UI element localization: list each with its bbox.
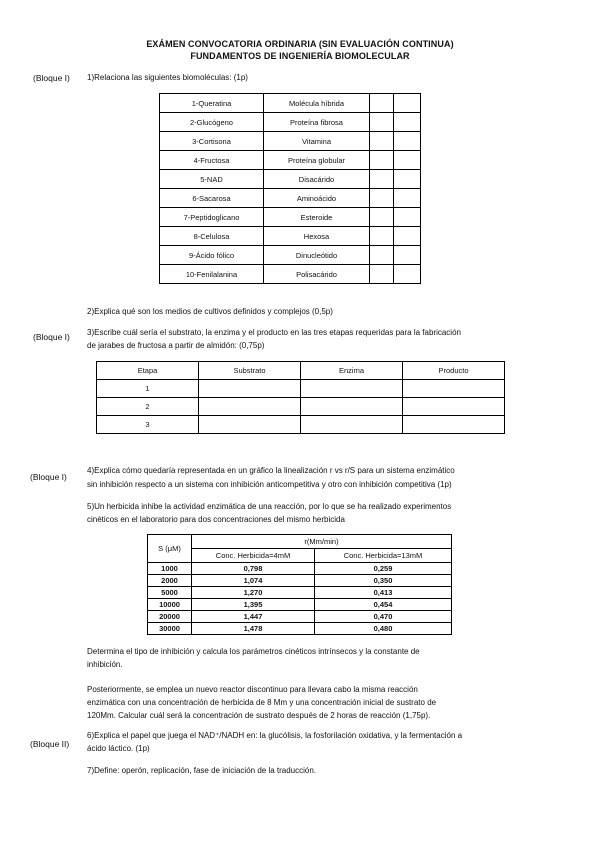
category-cell: Disacárido [264, 170, 370, 189]
category-cell: Esteroide [264, 208, 370, 227]
answer-cell [370, 151, 394, 170]
question-5-line1: 5)Un herbicida inhibe la actividad enzimática de una reacción, por lo que se ha realizado experimentos [87, 502, 452, 511]
block-label: (Bloque I) [33, 332, 70, 342]
answer-cell [394, 265, 421, 284]
category-cell: Hexosa [264, 227, 370, 246]
answer-cell [403, 380, 505, 398]
table-row [160, 113, 421, 132]
answer-cell [370, 227, 394, 246]
answer-cell [370, 246, 394, 265]
table-row [148, 575, 452, 587]
block-label: (Bloque I) [33, 73, 70, 83]
table-row [160, 151, 421, 170]
question-6-line2: ácido láctico. (1p) [87, 744, 150, 753]
table-row [160, 208, 421, 227]
biomolecule-cell: 8-Celulosa [160, 227, 264, 246]
answer-cell [370, 113, 394, 132]
rate-4mm-cell: 1,074 [192, 575, 315, 587]
biomolecule-table [159, 93, 421, 284]
stage-cell: 3 [97, 416, 199, 434]
rate-13mm-cell: 0,350 [315, 575, 452, 587]
substrate-cell: 2000 [148, 575, 192, 587]
table-row [97, 380, 505, 398]
rate-4mm-cell: 1,478 [192, 623, 315, 635]
answer-cell [199, 398, 301, 416]
biomolecule-cell: 10-Fenilalanina [160, 265, 264, 284]
col-etapa: Etapa [97, 362, 199, 380]
col-herbicide-4mm: Conc. Herbicida=4mM [192, 549, 315, 563]
substrate-cell: 5000 [148, 587, 192, 599]
question-5-det1: Determina el tipo de inhibición y calcula los parámetros cinéticos intrínsecos y la constante de [87, 647, 420, 656]
table-row [160, 94, 421, 113]
category-cell: Dinucleótido [264, 246, 370, 265]
substrate-cell: 1000 [148, 563, 192, 575]
col-substrato: Substrato [199, 362, 301, 380]
substrate-cell: 10000 [148, 599, 192, 611]
answer-cell [394, 189, 421, 208]
biomolecule-cell: 3-Cortisona [160, 132, 264, 151]
answer-cell [370, 265, 394, 284]
answer-cell [370, 189, 394, 208]
biomolecule-cell: 4-Fructosa [160, 151, 264, 170]
block-label: (Bloque II) [30, 739, 70, 749]
biomolecule-cell: 9-Ácido fólico [160, 246, 264, 265]
biomolecule-cell: 2-Glucógeno [160, 113, 264, 132]
rate-13mm-cell: 0,454 [315, 599, 452, 611]
answer-cell [199, 416, 301, 434]
question-5-post1: Posteriormente, se emplea un nuevo reactor discontinuo para llevara cabo la misma reacción [87, 685, 418, 694]
table-row [97, 416, 505, 434]
col-producto: Producto [403, 362, 505, 380]
answer-cell [394, 94, 421, 113]
rate-4mm-cell: 1,395 [192, 599, 315, 611]
answer-cell [199, 380, 301, 398]
question-5-post3: 120Mm. Calcular cuál será la concentración de sustrato después de 2 horas de reacción (1,75p). [87, 711, 431, 720]
table-row [97, 398, 505, 416]
fructose-syrup-table [96, 361, 505, 434]
kinetics-table [147, 534, 452, 635]
category-cell: Proteína globular [264, 151, 370, 170]
table-row [148, 563, 452, 575]
question-3-line1: 3)Escribe cuál sería el substrato, la enzima y el producto en las tres etapas requeridas para la fabricación [87, 328, 461, 337]
col-s: S (μM) [148, 535, 192, 563]
substrate-cell: 30000 [148, 623, 192, 635]
answer-cell [394, 132, 421, 151]
question-5-det2: inhibición. [87, 660, 123, 669]
question-4-line1: 4)Explica cómo quedaría representada en un gráfico la linealización r vs r/S para un sistema enzimático [87, 466, 455, 475]
col-enzima: Enzima [301, 362, 403, 380]
table-row [148, 587, 452, 599]
table-row [160, 265, 421, 284]
answer-cell [403, 416, 505, 434]
category-cell: Proteína fibrosa [264, 113, 370, 132]
question-5-post2: enzimática con una concentración de herbicida de 8 Mm y una concentración inicial de sustrato de [87, 698, 437, 707]
question-6-line1: 6)Explica el papel que juega el NAD⁺/NADH en: la glucólisis, la fosforilación oxidativa, y la fermentación a [87, 731, 463, 740]
answer-cell [370, 94, 394, 113]
answer-cell [301, 380, 403, 398]
biomolecule-cell: 1-Queratina [160, 94, 264, 113]
table-row [160, 227, 421, 246]
answer-cell [394, 246, 421, 265]
substrate-cell: 20000 [148, 611, 192, 623]
question-2: 2)Explica qué son los medios de cultivos definidos y complejos (0,5p) [87, 307, 333, 316]
rate-4mm-cell: 1,447 [192, 611, 315, 623]
category-cell: Polisacárido [264, 265, 370, 284]
answer-cell [403, 398, 505, 416]
stage-cell: 2 [97, 398, 199, 416]
course-title: FUNDAMENTOS DE INGENIERÍA BIOMOLECULAR [190, 51, 410, 61]
answer-cell [301, 398, 403, 416]
rate-13mm-cell: 0,259 [315, 563, 452, 575]
rate-4mm-cell: 0,798 [192, 563, 315, 575]
question-7: 7)Define: operón, replicación, fase de iniciación de la traducción. [87, 766, 317, 775]
rate-13mm-cell: 0,470 [315, 611, 452, 623]
col-r: r(Mm/min) [192, 535, 452, 549]
biomolecule-cell: 7-Peptidoglicano [160, 208, 264, 227]
table-row [160, 170, 421, 189]
answer-cell [394, 208, 421, 227]
table-row [160, 132, 421, 151]
category-cell: Aminoácido [264, 189, 370, 208]
answer-cell [301, 416, 403, 434]
col-herbicide-13mm: Conc. Herbicida=13mM [315, 549, 452, 563]
question-3-line2: de jarabes de fructosa a partir de almidón: (0,75p) [87, 341, 265, 350]
table-row [160, 189, 421, 208]
question-4-line2: sin inhibición respecto a un sistema con inhibición anticompetitiva y otro con inhibición competitiva (1p) [87, 480, 452, 489]
biomolecule-cell: 6-Sacarosa [160, 189, 264, 208]
rate-13mm-cell: 0,413 [315, 587, 452, 599]
question-1: 1)Relaciona las siguientes biomoléculas: (1p) [87, 73, 248, 82]
question-5-line2: cinéticos en el laboratorio para dos concentraciones del mismo herbicida [87, 515, 345, 524]
answer-cell [394, 170, 421, 189]
answer-cell [394, 113, 421, 132]
table-row [148, 611, 452, 623]
answer-cell [370, 132, 394, 151]
block-label: (Bloque I) [30, 472, 67, 482]
stage-cell: 1 [97, 380, 199, 398]
answer-cell [394, 227, 421, 246]
table-row [148, 623, 452, 635]
category-cell: Vitamina [264, 132, 370, 151]
answer-cell [370, 208, 394, 227]
answer-cell [394, 151, 421, 170]
table-row [160, 246, 421, 265]
biomolecule-cell: 5-NAD [160, 170, 264, 189]
rate-13mm-cell: 0,480 [315, 623, 452, 635]
exam-title: EXÁMEN CONVOCATORIA ORDINARIA (SIN EVALUACIÓN CONTINUA) [146, 39, 454, 49]
rate-4mm-cell: 1,270 [192, 587, 315, 599]
table-row [148, 599, 452, 611]
category-cell: Molécula híbrida [264, 94, 370, 113]
answer-cell [370, 170, 394, 189]
